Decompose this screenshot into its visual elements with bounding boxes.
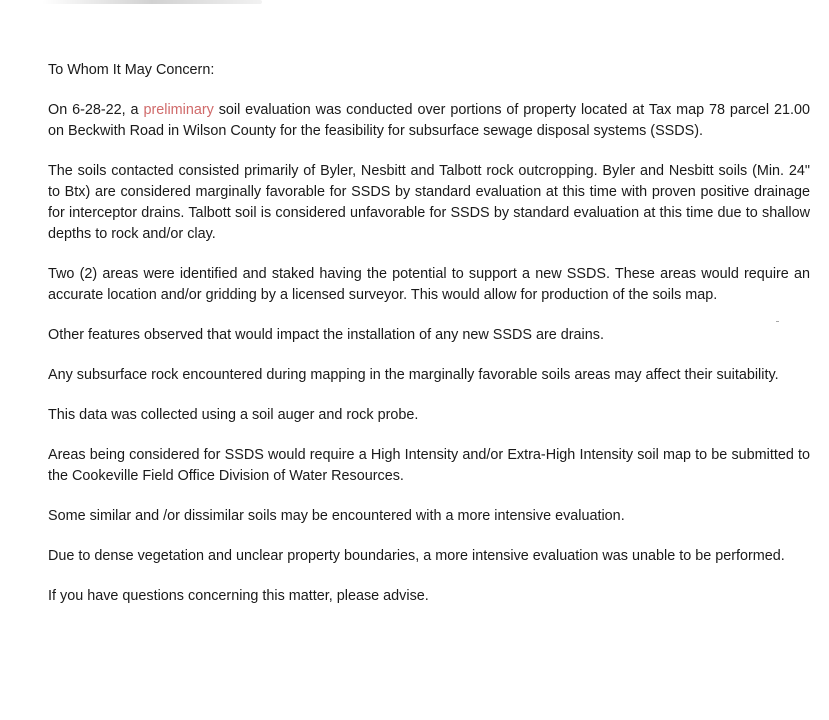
paragraph-other-features: Other features observed that would impact the installation of any new SSDS are drains.	[48, 327, 604, 343]
paragraph-dense-vegetation: Due to dense vegetation and unclear property boundaries, a more intensive evaluation was unable to be performed.	[48, 548, 785, 564]
salutation: To Whom It May Concern:	[48, 62, 215, 78]
paragraph-evaluation-summary	[48, 100, 810, 142]
p1-lead-text: On 6-28-22, a	[48, 102, 144, 118]
p1-rest-text: soil evaluation was conducted over portions of property located at Tax map 78 parcel 21.00 on Beckwith Road in Wilson County for the feasibility for subsurface sewage disposal systems (SSDS).	[48, 102, 811, 139]
paragraph-soils-contacted: The soils contacted consisted primarily of Byler, Nesbitt and Talbott rock outcropping. Byler and Nesbitt soils (Min. 24" to Btx) are considered marginally favorable for SSDS by standard evaluation at this time with proven positive drainage for interceptor drains. Talbott soil is considered unfavorable for SSDS by standard evaluation at this time due to shallow depths to rock and/or clay.	[48, 163, 810, 242]
paragraph-subsurface-rock: Any subsurface rock encountered during mapping in the marginally favorable soils areas may affect their suitability.	[48, 367, 779, 383]
paragraph-closing: If you have questions concerning this matter, please advise.	[48, 588, 429, 604]
preliminary-highlight: preliminary	[143, 102, 214, 118]
paragraph-similar-soils: Some similar and /or dissimilar soils may be encountered with a more intensive evaluation.	[48, 508, 625, 524]
paragraph-soil-map-requirement: Areas being considered for SSDS would require a High Intensity and/or Extra-High Intensity soil map to be submitted to the Cookeville Field Office Division of Water Resources.	[48, 447, 810, 484]
paragraph-areas-identified: Two (2) areas were identified and staked having the potential to support a new SSDS. These areas would require an accurate location and/or gridding by a licensed surveyor. This would allow for production of the soils map.	[48, 266, 810, 303]
scan-artifact-smudge	[42, 0, 262, 4]
letter-body	[48, 60, 810, 626]
scan-speck	[776, 321, 779, 322]
paragraph-data-collection: This data was collected using a soil auger and rock probe.	[48, 407, 419, 423]
